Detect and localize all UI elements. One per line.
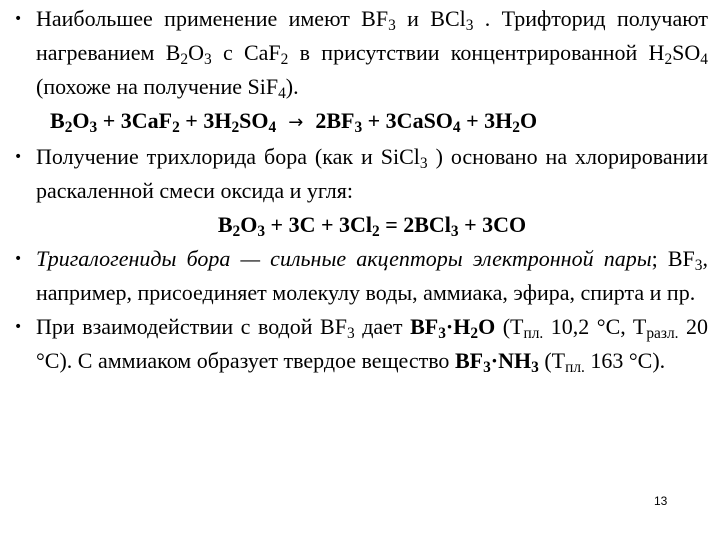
- list-item-acceptors: [14, 242, 708, 310]
- item2-text: Получение трихлорида бора (как и SiCl$_3$ ) основано на хлорировании раскаленной смеси оксида и угля:: [36, 144, 708, 203]
- reaction-arrow-icon: →: [288, 112, 304, 133]
- equation-bcl3-synthesis: $B_2O_3 + 3C + 3Cl_2 = 2BCl_3 + 3CO$: [217, 212, 527, 240]
- list-item-bf3-preparation: [14, 2, 708, 140]
- item3-text: Тригалогениды бора — сильные акцепторы электронной пары; $BF_3$, например, присоединяет молекулу воды, аммиака, эфира, спирта и пр.: [36, 246, 708, 305]
- list-item-bcl3-preparation: [14, 140, 708, 242]
- item1-text: Наибольшее применение имеют $BF_3$ и BCl$_3$ . Трифторид получают нагреванием $B_2O_3$ с CaF$_2$ в присутствии концентрированной $H_2SO_4$ (похоже на получение SiF$_4$).: [36, 6, 708, 102]
- bullet-icon: •: [14, 11, 23, 27]
- bullet-icon: •: [14, 319, 23, 335]
- bullet-list: [14, 2, 708, 378]
- equation-bf3-synthesis: $B_2O_3 + 3CaF_2 + 3H_2SO_4 \to 2BF_3$ + 3CaSO$_4$ + $3H_2O$: [50, 108, 538, 136]
- acceptor-definition: Тригалогениды бора — сильные акцепторы электронной пары: [36, 246, 652, 271]
- formula-bf3-nh3: $BF_3\cdot NH_3$: [454, 348, 539, 376]
- bullet-icon: •: [14, 149, 23, 165]
- list-item-adducts: [14, 310, 708, 378]
- bullet-icon: •: [14, 251, 23, 267]
- page-number: 13: [654, 494, 668, 508]
- item4-text: При взаимодействии с водой $BF_3$ дает $BF_3\cdot H_2O$ ($T_{пл.}$ 10,2 °C, $T_{разл.}$ 20 °C). С аммиаком образует твердое вещество $BF_3\cdot NH_3$ ($T_{пл.}$ 163 °C).: [36, 314, 709, 376]
- formula-bf3-h2o: $BF_3\cdot H_2O$: [410, 314, 496, 342]
